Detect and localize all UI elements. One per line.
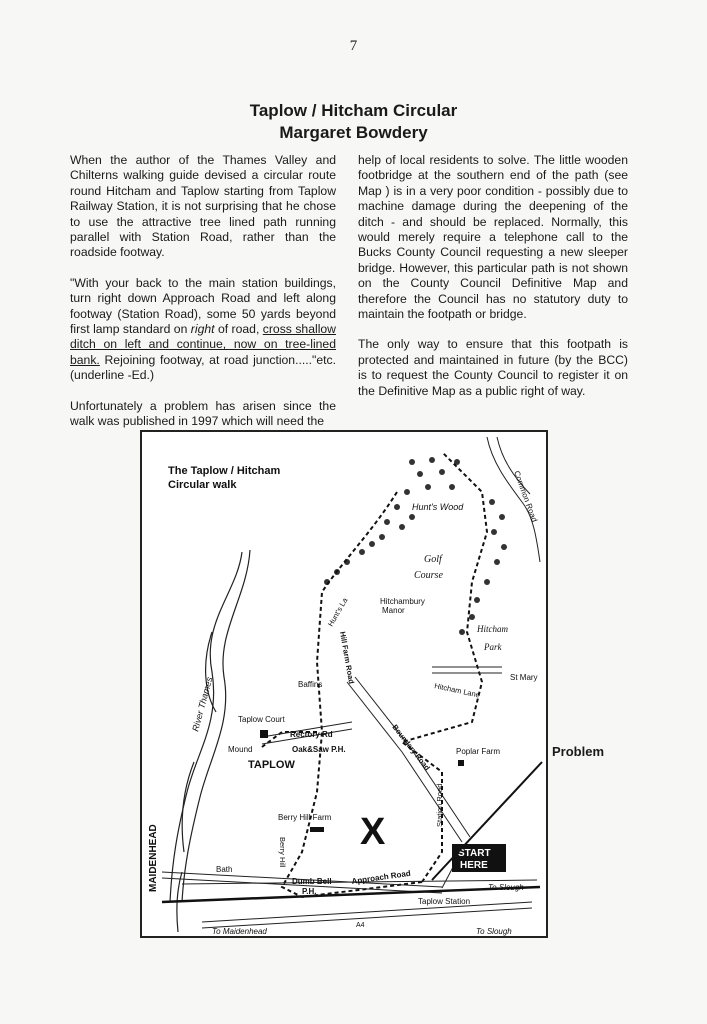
italic-text: right (190, 322, 215, 337)
map-label: Baffins (298, 680, 323, 689)
map-label: Hunt's La (325, 596, 350, 628)
paragraph: Unfortunately a problem has arisen since the walk was published in 1997 which will need the (70, 398, 336, 429)
left-column (70, 153, 336, 445)
problem-label: Problem (552, 744, 605, 759)
map-label: To Slough (476, 927, 512, 936)
map-label: Hitcham Lane (433, 681, 481, 700)
right-column (358, 153, 628, 414)
text-span: Rejoining footway, at road junction....."etc. (underline -Ed.) (70, 352, 336, 383)
map-label: Course (414, 570, 443, 581)
author-line: Margaret Bowdery (279, 123, 428, 142)
map-label: Poplar Farm (456, 747, 501, 756)
map-drawing (142, 432, 546, 936)
map-label: P.H. (302, 887, 317, 896)
building-marker (310, 827, 324, 832)
start-label: START (458, 848, 491, 859)
paragraph-quote (70, 276, 336, 384)
building-marker (458, 760, 464, 766)
map-label: Hill Farm Road (338, 630, 357, 685)
page-number: 7 (349, 38, 358, 54)
map-label: Common Road (512, 469, 539, 524)
walk-map (140, 430, 548, 938)
map-label: Park (484, 642, 502, 652)
text-span: of road, (214, 322, 263, 337)
paragraph: help of local residents to solve. The little wooden footbridge at the southern end of the path (see Map ) is in a very poor condition - possibly due to machine damage during the deepening of the ditch - and should be replaced. Normally, this would merely require a telephone call to the Bucks County Council requesting a new sleeper bridge. However, this particular path is not shown on the County Council Definitive Map and therefore the Council has no statutory duty to maintain the footpath or bridge. (358, 153, 628, 322)
building-marker (260, 730, 268, 738)
map-label: Berry Hill Farm (278, 813, 332, 822)
here-label: HERE (460, 860, 488, 871)
map-label: Mound (228, 745, 253, 754)
map-label: Rectory Rd (290, 730, 333, 739)
map-label: Golf (424, 554, 442, 565)
map-label: Boundary Road (390, 722, 432, 773)
map-label: St Mary (510, 673, 538, 682)
map-label: Hitcham (477, 624, 508, 634)
map-label: Station Road (435, 783, 444, 827)
map-label: Taplow Station (418, 897, 471, 906)
map-label: Berry Hill (278, 837, 287, 868)
woodland (324, 457, 507, 635)
title-line: Taplow / Hitcham Circular (249, 101, 458, 120)
map-label: Oak&Saw P.H. (292, 745, 346, 754)
map-label: Bath (216, 865, 233, 874)
x-mark: X (360, 811, 386, 853)
map-label: Hitchambury (380, 597, 425, 606)
map-title: The Taplow / Hitcham (168, 465, 281, 477)
map-label: Approach Road (351, 868, 412, 886)
paragraph: The only way to ensure that this footpath is protected and maintained in future (by the BCC) is to request the County Council to register it on the Definitive Map as a public right of way. (358, 337, 628, 398)
map-label: Dumb Bell (292, 877, 332, 886)
map-label: A4 (356, 922, 365, 929)
map-label: MAIDENHEAD (148, 824, 159, 892)
map-label: To Maidenhead (212, 927, 267, 936)
paragraph: When the author of the Thames Valley and Chilterns walking guide devised a circular route round Hitcham and Taplow starting from Taplow Railway Station, it is not surprising that he chose to use the attractive tree lined path running parallel with Station Road, rather than the roadside footway. (70, 153, 336, 260)
map-label: Taplow Court (238, 715, 285, 724)
map-label: Manor (382, 606, 405, 615)
map-title: Circular walk (168, 479, 237, 491)
railway (162, 887, 540, 902)
underlined-text: cross shallow ditch on left and continue, now on tree-lined bank. (70, 322, 336, 367)
map-label: TAPLOW (248, 759, 295, 771)
article-title (0, 100, 707, 144)
map-label: Hunt's Wood (412, 502, 464, 512)
map-label: To Slough (488, 883, 524, 892)
text-span: "With your back to the main station buildings, turn right down Approach Road and left along footway (Station Road), some 50 yards beyond first lamp standard on (70, 275, 336, 337)
river-label: River Thames (190, 675, 215, 733)
